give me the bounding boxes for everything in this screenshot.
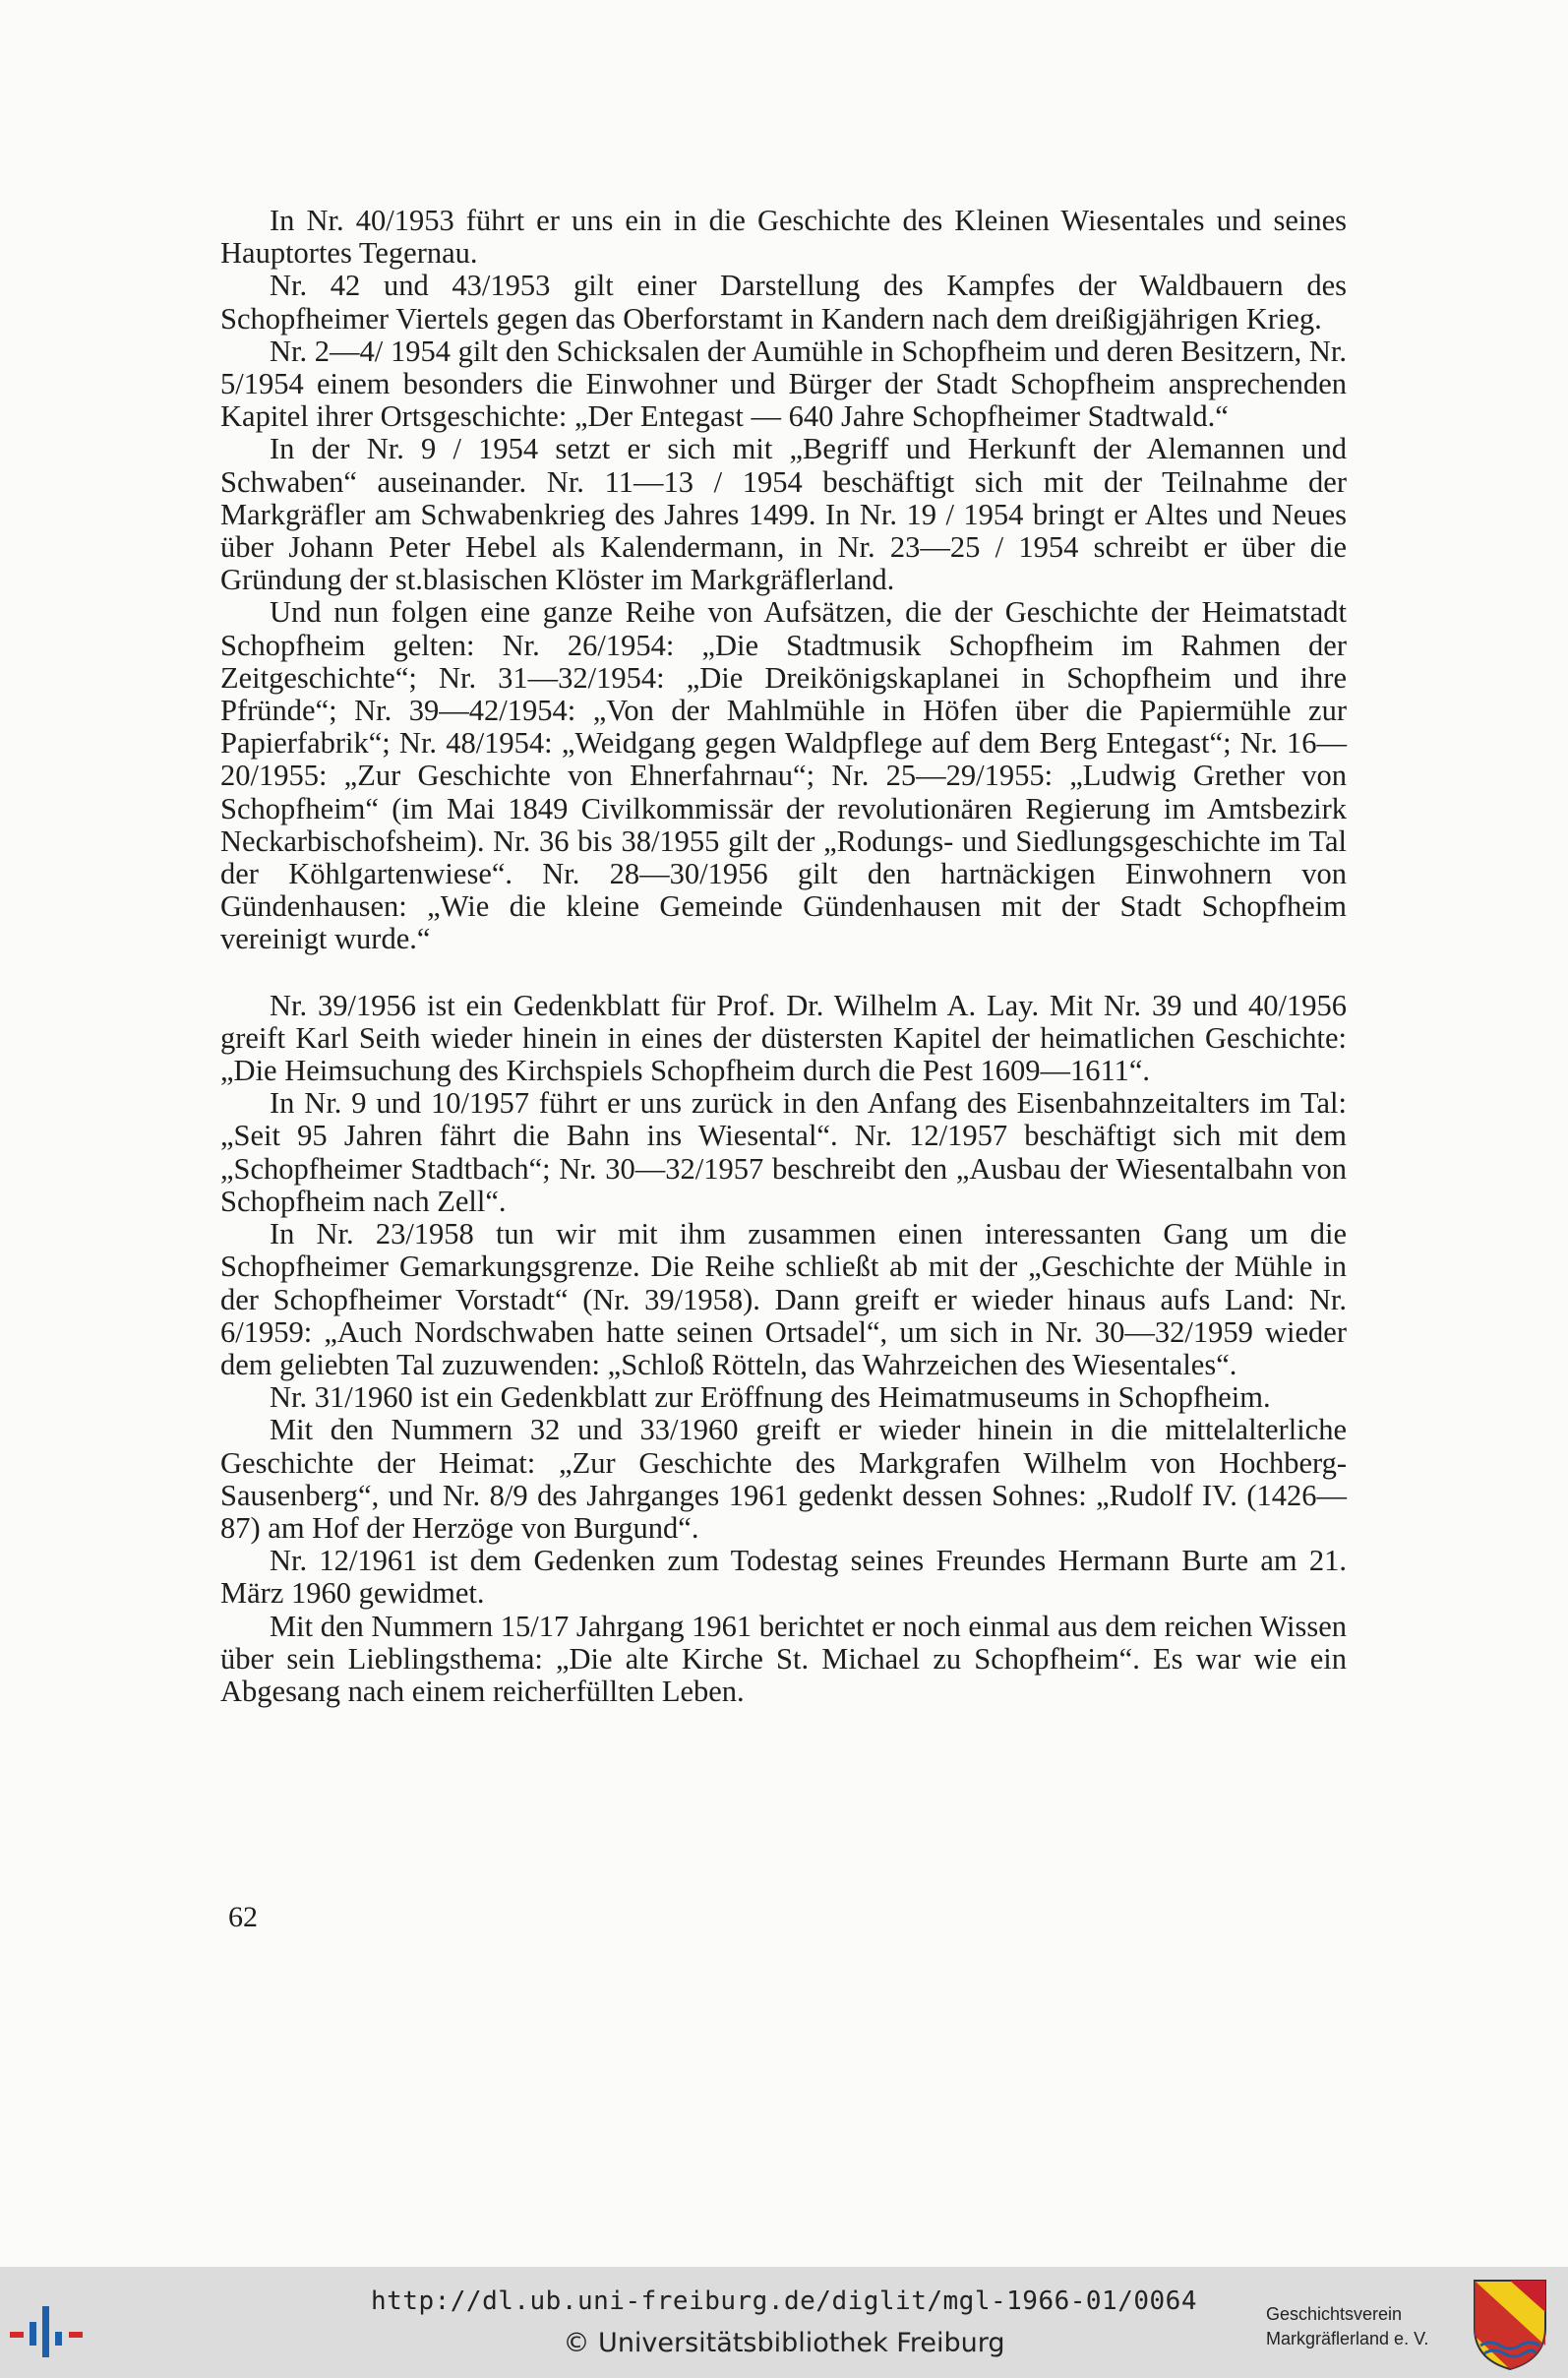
paragraph: Nr. 2—4/ 1954 gilt den Schicksalen der Aumühle in Schopfheim und deren Besitzern, Nr. 5/1954 einem besonders die Einwohner und Bürger der Stadt Schopfheim ansprechenden Kapitel ihrer Ortsgeschichte: „Der Entegast — 640 Jahre Schopfheimer Stadtwald.“	[220, 334, 1347, 434]
paragraph: In Nr. 40/1953 führt er uns ein in die Geschichte des Kleinen Wiesentales und seines Hauptortes Tegernau.	[220, 204, 1347, 271]
paragraph: In Nr. 23/1958 tun wir mit ihm zusammen einen interessanten Gang um die Schopfheimer Gemarkungsgrenze. Die Reihe schließt ab mit der „Geschichte der Mühle in der Schopfheimer Vorstadt“ (Nr. 39/1958). Dann greift er wieder hinaus aufs Land: Nr. 6/1959: „Auch Nordschwaben hatte seinen Ortsadel“, um sich in Nr. 30—32/1959 wieder dem geliebten Tal zuzuwenden: „Schloß Rötteln, das Wahrzeichen des Wiesentales“.	[220, 1217, 1347, 1381]
page-number: 62	[228, 1901, 258, 1933]
permalink-url[interactable]: http://dl.ub.uni-freiburg.de/diglit/mgl-1966-01/0064	[371, 2287, 1197, 2316]
org-line-2: Markgräflerland e. V.	[1266, 2329, 1429, 2348]
paragraph: Nr. 12/1961 ist dem Gedenken zum Todestag seines Freundes Hermann Burte am 21. März 1960 gewidmet.	[220, 1544, 1347, 1611]
footer-bar	[0, 2267, 1568, 2378]
paragraph: In Nr. 9 und 10/1957 führt er uns zurück in den Anfang des Eisenbahnzeitalters im Tal: „Seit 95 Jahren fährt die Bahn ins Wiesental“. Nr. 12/1957 beschäftigt sich mit dem „Schopfheimer Stadtbach“; Nr. 30—32/1957 beschreibt den „Ausbau der Wiesentalbahn von Schopfheim nach Zell“.	[220, 1086, 1347, 1218]
article-body	[220, 205, 1347, 1708]
paragraph: Nr. 39/1956 ist ein Gedenkblatt für Prof. Dr. Wilhelm A. Lay. Mit Nr. 39 und 40/1956 greift Karl Seith wieder hinein in eines der düstersten Kapitel der heimatlichen Geschichte: „Die Heimsuchung des Kirchspiels Schopfheim durch die Pest 1609—1611“.	[220, 988, 1347, 1088]
org-line-1: Geschichtsverein	[1266, 2304, 1403, 2324]
paragraph: Nr. 31/1960 ist ein Gedenkblatt zur Eröffnung des Heimatmuseums in Schopfheim.	[270, 1380, 1271, 1415]
paragraph: In der Nr. 9 / 1954 setzt er sich mit „Begriff und Herkunft der Alemannen und Schwaben“ auseinander. Nr. 11—13 / 1954 beschäftigt sich mit der Teilnahme der Markgräfler am Schwabenkrieg des Jahres 1499. In Nr. 19 / 1954 bringt er Altes und Neues über Johann Peter Hebel als Kalendermann, in Nr. 23—25 / 1954 schreibt er über die Gründung der st.blasischen Klöster im Markgräflerland.	[220, 432, 1347, 597]
paragraph: Mit den Nummern 15/17 Jahrgang 1961 berichtet er noch einmal aus dem reichen Wissen über sein Lieblingsthema: „Die alte Kirche St. Michael zu Schopfheim“. Es war wie ein Abgesang nach einem reicherfüllten Leben.	[220, 1609, 1347, 1708]
paragraph: Und nun folgen eine ganze Reihe von Aufsätzen, die der Geschichte der Heimatstadt Schopfheim gelten: Nr. 26/1954: „Die Stadtmusik Schopfheim im Rahmen der Zeitgeschichte“; Nr. 31—32/1954: „Die Dreikönigskaplanei in Schopfheim und ihre Pfründe“; Nr. 39—42/1954: „Von der Mahlmühle in Höfen über die Papiermühle zur Papierfabrik“; Nr. 48/1954: „Weidgang gegen Waldpflege auf dem Berg Entegast“; Nr. 16—20/1955: „Zur Geschichte von Ehnerfahrnau“; Nr. 25—29/1955: „Ludwig Grether von Schopfheim“ (im Mai 1849 Civilkommissär der revolutionären Regierung im Amtsbezirk Neckarbischofsheim). Nr. 36 bis 38/1955 gilt der „Rodungs- und Siedlungsgeschichte im Tal der Köhlgartenwiese“. Nr. 28—30/1956 gilt den hartnäckigen Einwohnern von Gündenhausen: „Wie die kleine Gemeinde Gündenhausen mit der Stadt Schopfheim vereinigt wurde.“	[220, 595, 1347, 956]
organization-name	[1266, 2302, 1459, 2351]
markgraeflerland-crest-icon	[1471, 2277, 1549, 2371]
copyright-notice: © Universitätsbibliothek Freiburg	[563, 2328, 1005, 2358]
paragraph: Mit den Nummern 32 und 33/1960 greift er wieder hinein in die mittelalterliche Geschichte der Heimat: „Zur Geschichte des Markgrafen Wilhelm von Hochberg-Sausenberg“, und Nr. 8/9 des Jahrganges 1961 gedenkt dessen Sohnes: „Rudolf IV. (1426—87) am Hof der Herzöge von Burgund“.	[220, 1413, 1347, 1545]
paragraph: Nr. 42 und 43/1953 gilt einer Darstellung des Kampfes der Waldbauern des Schopfheimer Viertels gegen das Oberforstamt in Kandern nach dem dreißigjährigen Krieg.	[220, 269, 1347, 335]
